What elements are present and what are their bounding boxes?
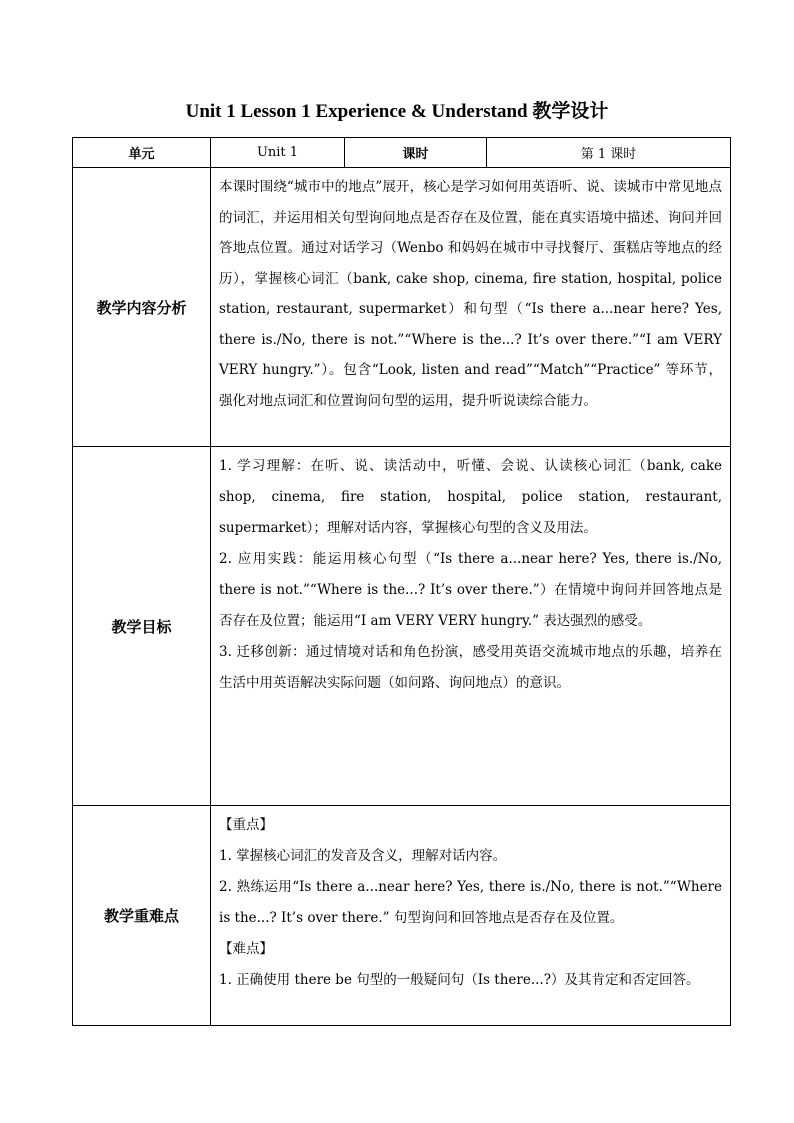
difficult-item: 1. 正确使用 there be 句型的一般疑问句（Is there...?）及其肯定和否定回答。 [219, 972, 700, 988]
content-analysis-row [73, 168, 731, 447]
key-points-label: 教学重难点 [73, 806, 211, 1026]
content-analysis-text: 本课时围绕“城市中的地点”展开，核心是学习如何用英语听、说、读城市中常见地点的词汇，并运用相关句型询问地点是否存在及位置，能在真实语境中描述、询问并回答地点位置。通过对话学习（Wenbo 和妈妈在城市中寻找餐厅、蛋糕店等地点的经历），掌握核心词汇（bank, cake shop, cinema, fire station, hospital, police station, restaurant, supermarket）和句型（“Is there a...near here? Yes, there is./No, there is not.”“Where is the...? It’s over there.”“I am VERY VERY hungry.”）。包含“Look, listen and read”“Match”“Practice” 等环节，强化对地点词汇和位置询问句型的运用，提升听说读综合能力。 [219, 179, 722, 409]
objective-item: 2. 应用实践：能运用核心句型（“Is there a...near here? Yes, there is./No, there is not.”“Where is the...? It’s over there.”）在情境中询问并回答地点是否存在及位置；能运用“I am VERY VERY hungry.” 表达强烈的感受。 [219, 551, 722, 629]
objective-item: 1. 学习理解：在听、说、读活动中，听懂、会说、认读核心词汇（bank, cake shop, cinema, fire station, hospital, police station, restaurant, supermarket）；理解对话内容，掌握核心句型的含义及用法。 [219, 458, 722, 536]
objectives-row [73, 447, 731, 806]
content-analysis-label: 教学内容分析 [73, 168, 211, 447]
document-title: Unit 1 Lesson 1 Experience & Understand 教学设计 [185, 101, 609, 122]
lesson-plan-table [72, 137, 731, 1026]
period-value: 第 1 课时 [487, 138, 731, 168]
key-points-cell [211, 806, 731, 1026]
unit-value: Unit 1 [211, 138, 345, 168]
objectives-cell [211, 447, 731, 806]
difficult-heading: 【难点】 [219, 941, 273, 957]
key-points-row [73, 806, 731, 1026]
period-label: 课时 [345, 138, 487, 168]
key-heading: 【重点】 [219, 817, 273, 833]
header-row [73, 138, 731, 168]
key-item: 1. 掌握核心词汇的发音及含义，理解对话内容。 [219, 848, 507, 864]
key-item: 2. 熟练运用“Is there a...near here? Yes, there is./No, there is not.”“Where is the...? It’s over there.” 句型询问和回答地点是否存在及位置。 [219, 879, 722, 926]
content-analysis-cell [211, 168, 731, 447]
unit-label: 单元 [73, 138, 211, 168]
objectives-label: 教学目标 [73, 447, 211, 806]
objective-item: 3. 迁移创新：通过情境对话和角色扮演，感受用英语交流城市地点的乐趣，培养在生活中用英语解决实际问题（如问路、询问地点）的意识。 [219, 644, 722, 691]
